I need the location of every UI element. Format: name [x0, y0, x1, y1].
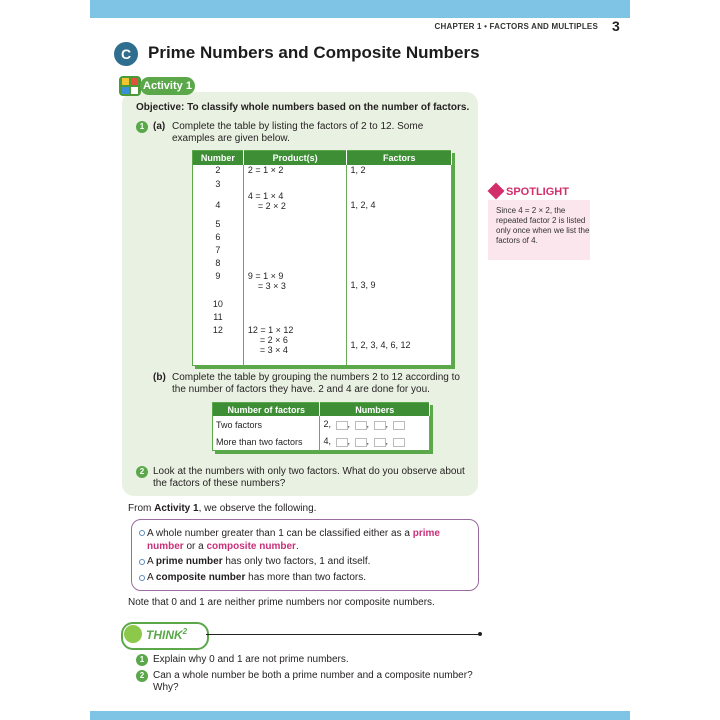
question-2-number: 2	[136, 466, 148, 478]
table-row	[193, 312, 452, 325]
activity-label: Activity 1	[140, 77, 195, 95]
key-text: has only two factors, 1 and itself.	[222, 556, 371, 567]
table-row	[213, 433, 430, 451]
section-letter-badge: C	[114, 42, 138, 66]
think-q2-number: 2	[136, 670, 148, 682]
term-prime: prime number	[155, 556, 223, 567]
table-cell-number: 7	[193, 245, 244, 258]
product-line: = 3 × 4	[259, 345, 288, 355]
table-row	[193, 258, 452, 271]
spotlight-title: SPOTLIGHT	[506, 186, 569, 198]
term-composite: composite number	[155, 572, 246, 583]
table-row	[193, 232, 452, 245]
observe-activity: Activity 1	[154, 503, 199, 514]
page-number: 3	[612, 18, 620, 34]
think-rule	[206, 634, 480, 635]
answer-blank[interactable]	[336, 438, 348, 447]
think-label	[146, 627, 187, 642]
table-row	[193, 219, 452, 232]
note: Note that 0 and 1 are neither prime numbers nor composite numbers.	[128, 597, 435, 608]
table-cell-number: 9	[193, 271, 244, 299]
bullet-icon	[139, 575, 145, 581]
factors-table-header-number: Number	[193, 151, 244, 166]
grouping-table	[212, 402, 430, 451]
observe-line	[128, 503, 316, 515]
table-row	[193, 299, 452, 312]
table-cell-factors: 1, 3, 9	[347, 271, 452, 299]
table-cell-number: 12	[193, 325, 244, 365]
table-cell-products: 2 = 1 × 2	[243, 165, 347, 179]
answer-blank[interactable]	[374, 421, 386, 430]
question-1b-text: Complete the table by grouping the numbers 2 to 12 according to the number of factors they have. 2 and 4 are done for you.	[172, 372, 460, 395]
question-1-number: 1	[136, 121, 148, 133]
given-number: 4,	[323, 436, 331, 447]
question-2-text: Look at the numbers with only two factors. What do you observe about the factors of these numbers?	[153, 466, 465, 489]
think-word: THINK	[146, 628, 183, 642]
table-cell-factors	[347, 179, 452, 191]
table-row	[193, 325, 452, 365]
table-cell-label: Two factors	[213, 416, 320, 433]
table-cell-number: 4	[193, 191, 244, 219]
table-cell-number: 8	[193, 258, 244, 271]
table-row	[193, 191, 452, 219]
grouping-table-header-factors: Number of factors	[213, 403, 320, 417]
factors-table-header-products: Product(s)	[243, 151, 347, 166]
product-line: = 3 × 3	[257, 281, 286, 291]
observe-prefix: From	[128, 503, 155, 514]
table-cell-products	[243, 179, 347, 191]
table-row	[193, 165, 452, 179]
running-header: CHAPTER 1 • FACTORS AND MULTIPLES	[434, 22, 598, 31]
answer-blank[interactable]	[393, 421, 405, 430]
think-q1-text: Explain why 0 and 1 are not prime numbers.	[153, 654, 349, 665]
key-point-1	[147, 527, 467, 553]
table-cell-number: 10	[193, 299, 244, 312]
spotlight-icon	[488, 183, 505, 200]
key-point-3	[147, 572, 366, 584]
key-text: .	[295, 541, 299, 552]
table-row	[193, 179, 452, 191]
question-1b-label: (b)	[153, 372, 166, 383]
product-line: 12 = 1 × 12	[247, 325, 294, 335]
answer-blank[interactable]	[355, 438, 367, 447]
key-text: A	[147, 572, 156, 583]
table-cell-value: 4, , , ,	[320, 433, 430, 451]
answer-blank[interactable]	[374, 438, 386, 447]
bullet-icon	[139, 559, 145, 565]
question-1a-text: Complete the table by listing the factors of 2 to 12. Some examples are given below.	[172, 121, 424, 144]
bullet-icon	[139, 530, 145, 536]
key-text: A	[147, 556, 156, 567]
table-cell-number: 6	[193, 232, 244, 245]
key-point-2	[147, 556, 370, 568]
term-composite: composite number	[206, 541, 296, 552]
table-cell-label: More than two factors	[213, 433, 320, 451]
spotlight-text: Since 4 = 2 × 2, the repeated factor 2 is listed only once when we list the factors of 4.	[496, 206, 590, 245]
bottom-color-bar	[90, 711, 630, 720]
section-title: Prime Numbers and Composite Numbers	[148, 43, 480, 62]
think-rule-end	[478, 632, 482, 636]
think-superscript: 2	[182, 627, 188, 636]
product-line: = 2 × 2	[257, 201, 286, 211]
objective-label: Objective:	[136, 102, 185, 113]
top-color-bar	[90, 0, 630, 18]
think-mascot-icon	[124, 625, 142, 643]
product-line: 9 = 1 × 9	[247, 271, 284, 281]
table-cell-factors: 1, 2, 3, 4, 6, 12	[347, 325, 452, 365]
think-q2-text: Can a whole number be both a prime number and a composite number? Why?	[153, 670, 473, 693]
table-cell-factors: 1, 2	[347, 165, 452, 179]
factors-table-header-factors: Factors	[347, 151, 452, 166]
answer-blank[interactable]	[393, 438, 405, 447]
table-row	[213, 416, 430, 433]
grouping-table-header-numbers: Numbers	[320, 403, 430, 417]
table-cell-number: 2	[193, 165, 244, 179]
key-text: A whole number greater than 1 can be classified either as a	[147, 528, 413, 539]
observe-suffix: , we observe the following.	[198, 503, 317, 514]
answer-blank[interactable]	[355, 421, 367, 430]
table-cell-value: 2, , , ,	[320, 416, 430, 433]
table-cell-number: 11	[193, 312, 244, 325]
table-row	[193, 245, 452, 258]
think-q1-number: 1	[136, 654, 148, 666]
question-1a-label: (a)	[153, 121, 166, 132]
table-cell-number: 3	[193, 179, 244, 191]
objective-text: To classify whole numbers based on the number of factors.	[184, 102, 470, 113]
factors-table	[192, 150, 452, 366]
table-cell-products	[243, 325, 347, 365]
key-text: or a	[183, 541, 207, 552]
product-line: 4 = 1 × 4	[247, 191, 284, 201]
table-cell-products	[243, 271, 347, 299]
given-number: 2,	[323, 419, 331, 430]
answer-blank[interactable]	[336, 421, 348, 430]
activity-icon	[119, 76, 141, 96]
term-prime: prime number	[147, 528, 440, 552]
table-cell-factors: 1, 2, 4	[347, 191, 452, 219]
table-row	[193, 271, 452, 299]
objective	[136, 102, 469, 114]
table-cell-number: 5	[193, 219, 244, 232]
table-cell-products	[243, 191, 347, 219]
key-text: has more than two factors.	[245, 572, 366, 583]
product-line: = 2 × 6	[259, 335, 288, 345]
